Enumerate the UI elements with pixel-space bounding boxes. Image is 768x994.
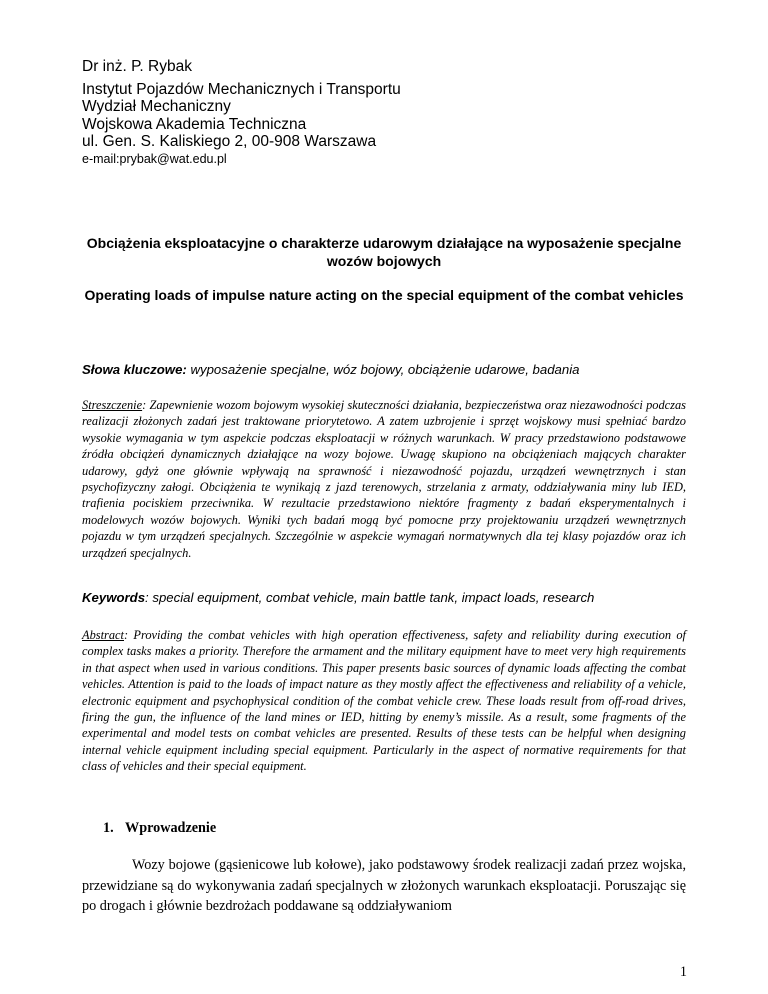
keywords-polish-text: wyposażenie specjalne, wóz bojowy, obciążenie udarowe, badania [186,362,580,377]
keywords-english-text: : special equipment, combat vehicle, main battle tank, impact loads, research [145,590,595,605]
body-paragraph: Wozy bojowe (gąsienicowe lub kołowe), jako podstawowy środek realizacji zadań przez wojska, przewidziane są do wykonywania zadań specjalnych w złożonych warunkach eksploatacji. Poruszając się po drogach i głównie bezdrożach poddawane są oddziaływaniom [82,857,686,914]
abstract-english-label: Abstract [82,628,124,642]
title-polish: Obciążenia eksploatacyjne o charakterze udarowym działające na wyposażenie specjalne wozów bojowych [86,235,682,269]
section-heading [103,820,216,837]
abstract-english-text: : Providing the combat vehicles with high operation effectiveness, safety and reliability during execution of complex tasks makes a priority. Therefore the armament and the military equipment have to meet very high requirements in that aspect when used in various conditions. This paper presents basic sources of dynamic loads affecting the combat vehicles. Attention is paid to the loads of impact nature as they mostly affect the effectiveness and reliability of a vehicle, electronic equipment and psychophysical condition of the combat vehicle crew. These loads result from off-road drives, firing the gun, the influence of the land mines or IED, hitting by enemy’s missile. As a result, some fragments of the experimental and model tests on combat vehicles are presented. Results of these tests can be helpful when designing internal vehicle equipment including special equipment. Particularly in the aspect of normative requirements for that class of vehicles and their special equipment. [82,628,686,774]
section-title: Wprowadzenie [125,820,217,836]
keywords-polish [82,362,686,378]
section-number: 1. [103,820,114,836]
author-address: ul. Gen. S. Kaliskiego 2, 00-908 Warszawa [82,133,377,150]
keywords-english-label: Keywords [82,590,146,605]
author-university: Wojskowa Akademia Techniczna [82,115,307,133]
page-number: 1 [679,964,687,980]
author-faculty: Wydział Mechaniczny [82,98,231,115]
author-block [82,58,682,168]
abstract-polish [82,397,686,561]
author-institute: Instytut Pojazdów Mechanicznych i Transportu [82,80,401,98]
keywords-english [82,590,686,606]
abstract-english [82,627,686,775]
keywords-polish-label: Słowa kluczowe: [82,362,187,377]
abstract-polish-label: Streszczenie [82,398,143,412]
author-name: Dr inż. P. Rybak [82,58,192,75]
abstract-polish-text: : Zapewnienie wozom bojowym wysokiej skuteczności działania, bezpieczeństwa oraz niezawodności podczas realizacji złożonych zadań jest traktowane priorytetowo. A zatem uzbrojenie i sprzęt wojskowy musi spełniać bardzo wysokie wymagania w tym aspekcie podczas eksploatacji w różnych warunkach. W pracy przedstawiono podstawowe źródła obciążeń dynamicznych działające na wozy bojowe. Uwagę skupiono na obciążeniach mających charakter udarowy, gdyż one głównie wpływają na sprawność i niezawodność pojazdu, urządzeń wewnętrznych i stan psychofizyczny załogi. Obciążenia te wynikają z jazd terenowych, strzelania z armaty, oddziaływania miny lub IED, trafienia pociskiem przeciwnika. W rezultacie przedstawiono niektóre fragmenty z badań eksperymentalnych i modelowych wozów bojowych. Wyniki tych badań mogą być pomocne przy projektowaniu urządzeń wewnętrznych pojazdu w tym urządzeń specjalnych. Szczególnie w aspekcie wymagań normatywnych dla tej klasy pojazdów oraz ich urządzeń specjalnych. [82,398,686,560]
author-email: e-mail:prybak@wat.edu.pl [82,151,227,166]
title-english: Operating loads of impulse nature acting on the special equipment of the combat vehicles [84,287,684,303]
